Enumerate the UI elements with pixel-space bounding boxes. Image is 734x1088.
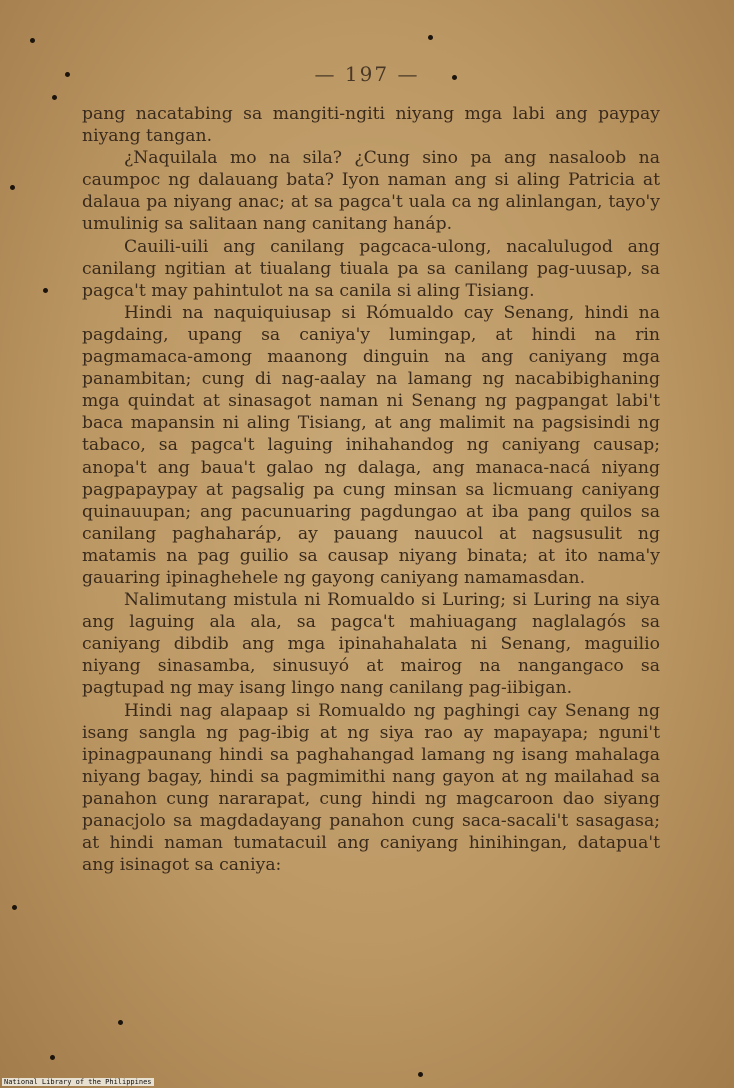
ink-speck: [10, 185, 15, 190]
ink-speck: [30, 38, 35, 43]
footer-credit: National Library of the Philippines: [4, 1078, 152, 1086]
page-number-value: 197: [344, 62, 390, 86]
ink-speck: [452, 75, 457, 80]
ink-speck: [12, 905, 17, 910]
ink-speck: [52, 95, 57, 100]
ink-speck: [428, 35, 433, 40]
ink-speck: [418, 1072, 423, 1077]
paragraph-3: Cauili-uili ang canilang pagcaca-ulong, nacalulugod ang canilang ngitian at tiualang tiuala pa sa canilang pag-uusap, sa pagca't may pahintulot na sa canila si aling Tisiang.: [82, 236, 660, 301]
ink-speck: [50, 1055, 55, 1060]
paragraph-5: Nalimutang mistula ni Romualdo si Luring; si Luring na siya ang laguing ala ala, sa pagca't mahiuagang naglalagós sa caniyang dibdib ang mga ipinahahalata ni Senang, maguilio niyang sinasamba, sinusuyó at mairog na nangangaco sa pagtupad ng may isang lingo nang canilang pag-iibigan.: [82, 590, 660, 699]
body-text: [82, 103, 660, 876]
ink-speck: [65, 72, 70, 77]
paragraph-4: Hindi na naquiquiusap si Rómualdo cay Senang, hindi na pagdaing, upang sa caniya'y lumingap, at hindi na rin pagmamaca-among maanong dinguin na ang caniyang mga panambitan; cung di nag-aalay na lamang ng nacabibighaning mga quindat at sinasagot naman ni Senang ng pagpangat labi't baca mapansin ni aling Tisiang, at ang malimit na pagsisindi ng tabaco, sa pagca't laguing inihahandog ng caniyang causap; anopa't ang baua't galao ng dalaga, ang manaca-nacá niyang pagpapaypay at pagsalig pa cung minsan sa licmuang caniyang quinauupan; ang pacunuaring pagdungao at iba pang quilos sa canilang paghaharáp, ay pauang nauucol at nagsusulit ng matamis na pag guilio sa causap niyang binata; at ito nama'y gauaring ipinaghehele ng gayong caniyang namamasdan.: [82, 302, 660, 588]
paragraph-2: ¿Naquilala mo na sila? ¿Cung sino pa ang nasaloob na caumpoc ng dalauang bata? Iyon naman ang si aling Patricia at dalaua pa niyang anac; at sa pagca't uala ca ng alinlangan, tayo'y umulinig sa salitaan nang canitang hanáp.: [82, 148, 660, 235]
paragraph-1: pang nacatabing sa mangiti-ngiti niyang mga labi ang paypay niyang tangan.: [82, 104, 660, 147]
page-number: — 197 —: [314, 62, 420, 86]
paragraph-6: Hindi nag alapaap si Romualdo ng paghingi cay Senang ng isang sangla ng pag-ibig at ng siya rao ay mapayapa; nguni't ipinagpaunang hindi sa paghahangad lamang ng isang mahalaga niyang bagay, hindi sa pagmimithi nang gayon at ng mailahad sa panahon cung nararapat, cung hindi ng magcaroon dao siyang panacjolo sa magdadayang panahon cung saca-sacali't sasagasa; at hindi naman tumatacuil ang caniyang hinihingan, datapua't ang isinagot sa caniya:: [82, 700, 660, 876]
ink-speck: [118, 1020, 123, 1025]
ink-speck: [43, 288, 48, 293]
